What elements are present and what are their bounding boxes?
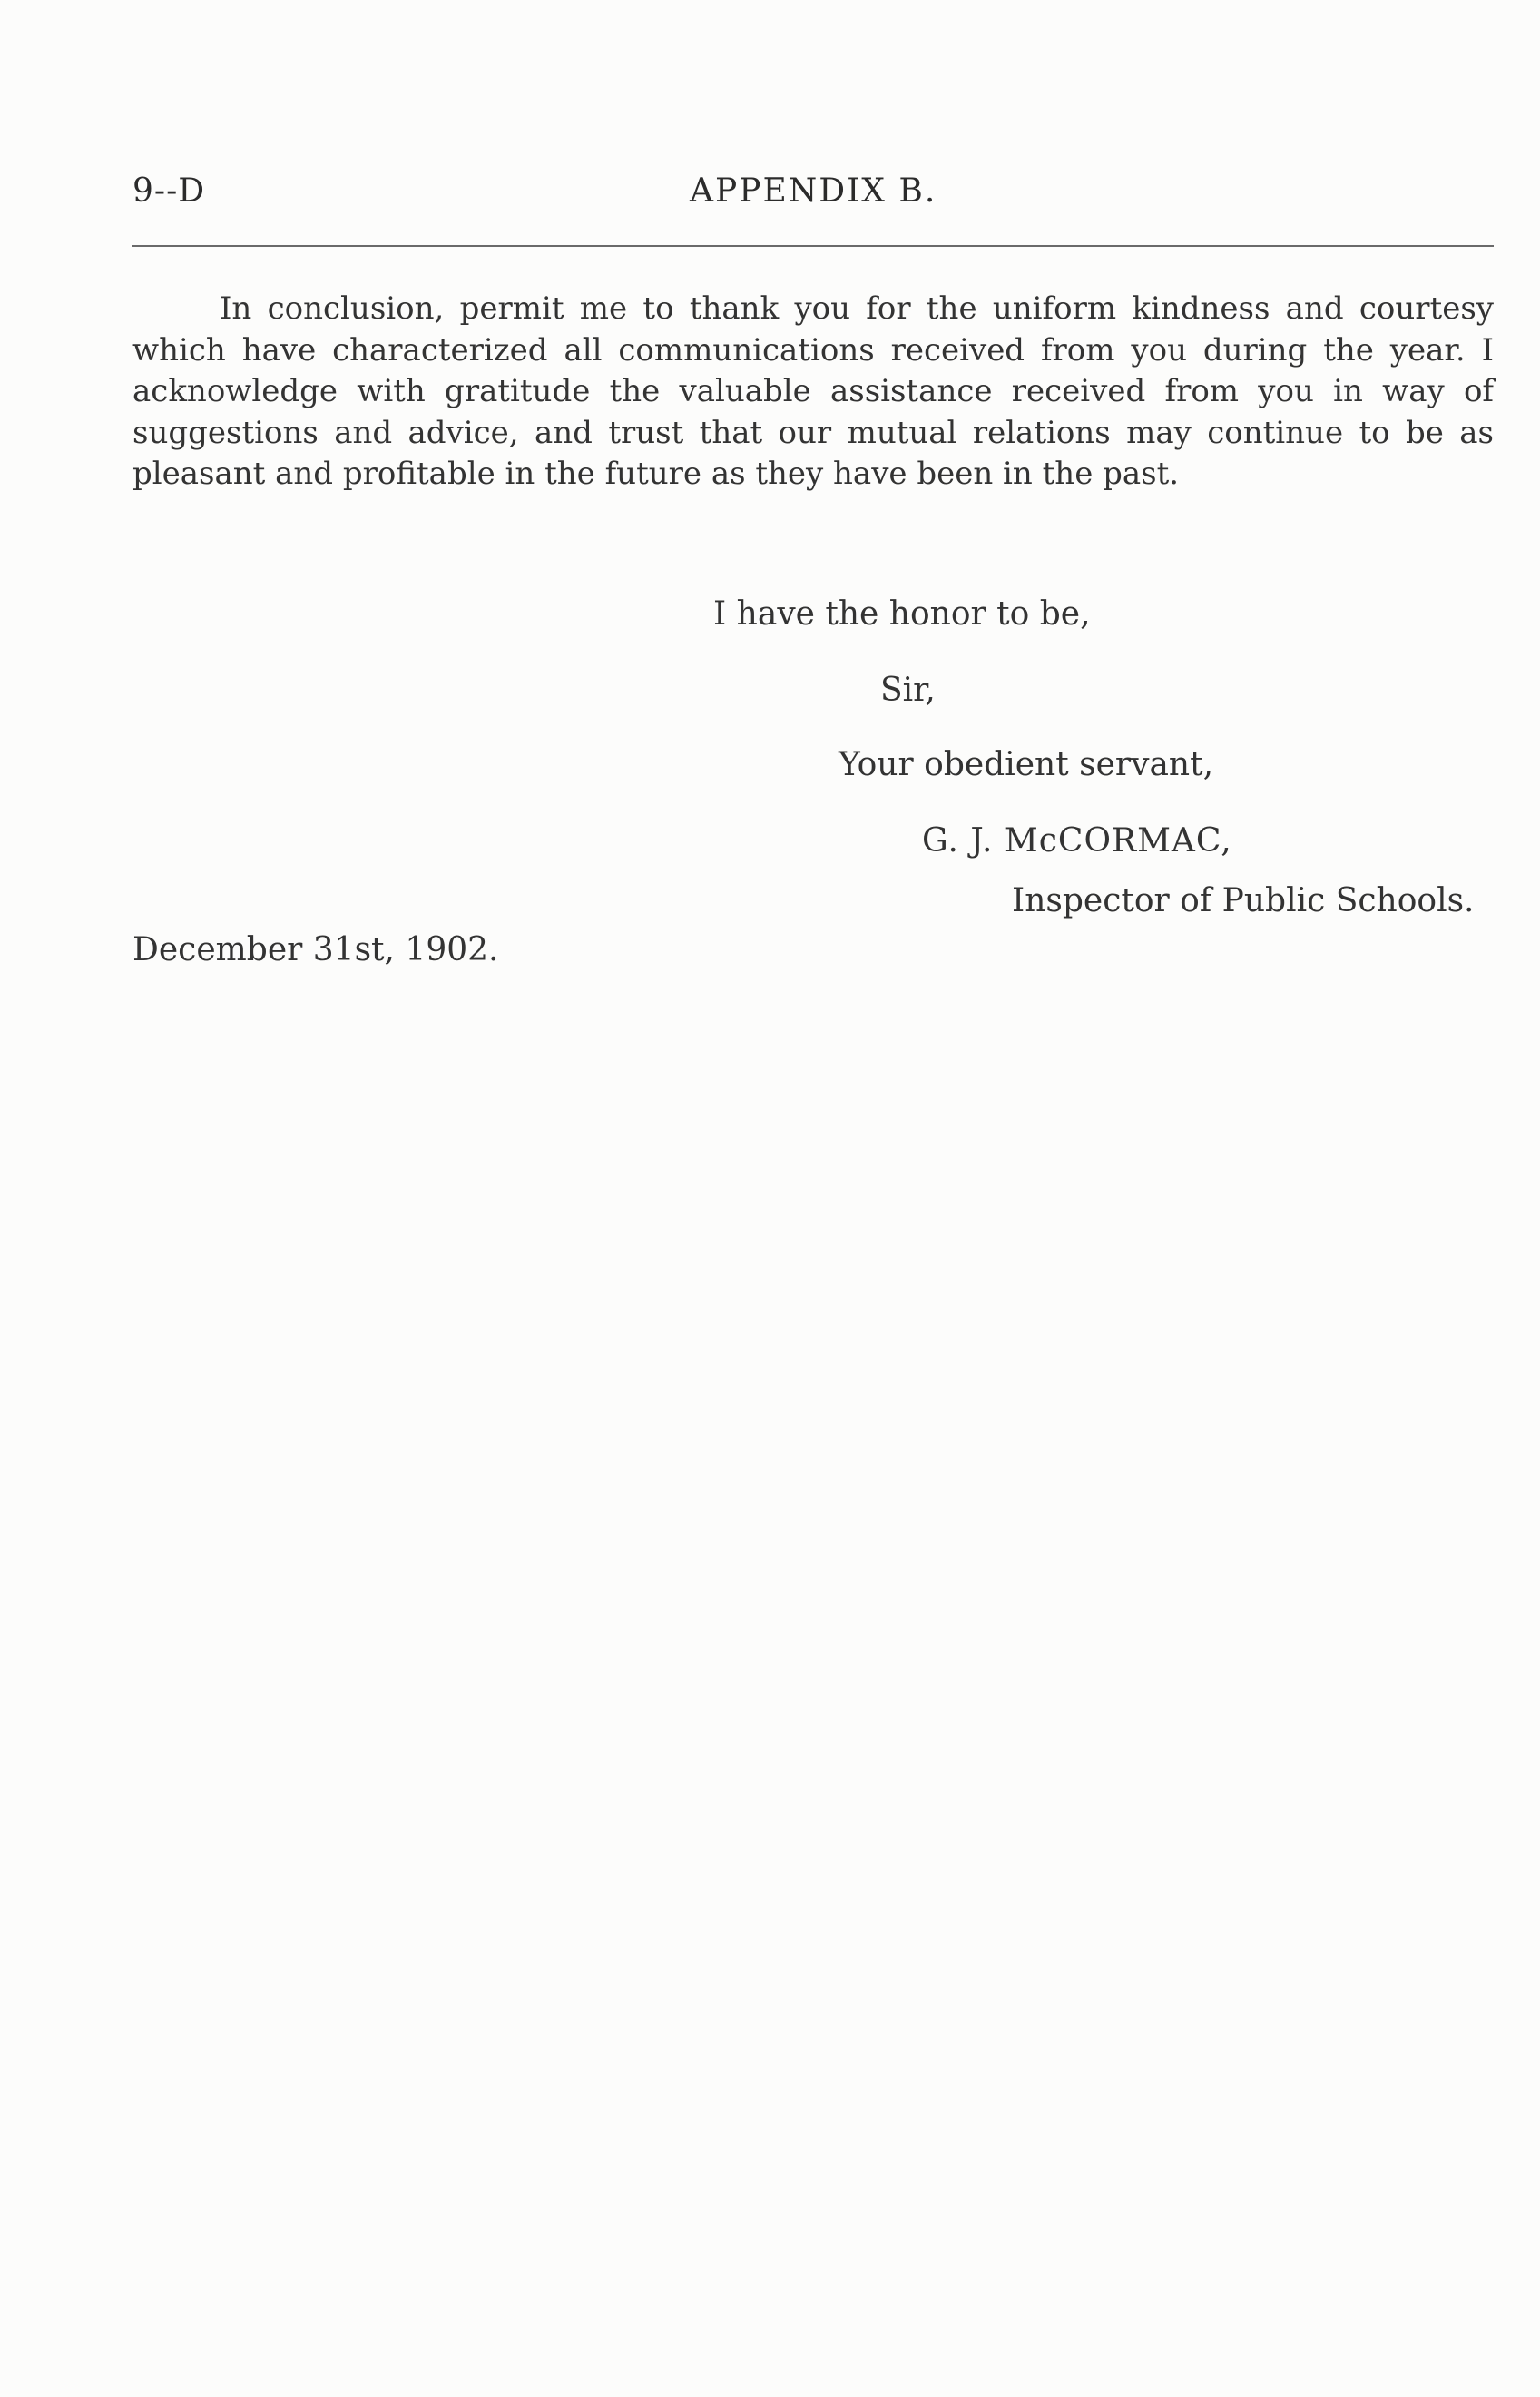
page-number: 9--D: [132, 172, 206, 210]
closing-honor-line: I have the honor to be,: [713, 595, 1091, 633]
letter-date: December 31st, 1902.: [132, 931, 499, 968]
signature-title: Inspector of Public Schools.: [1012, 882, 1475, 919]
header-rule: [132, 245, 1494, 247]
running-title: APPENDIX B.: [690, 172, 937, 210]
closing-servant-line: Your obedient servant,: [839, 746, 1214, 783]
closing-salutation: Sir,: [880, 672, 936, 709]
page-header: [132, 172, 1494, 218]
body-paragraph: In conclusion, permit me to thank you for the uniform kindness and courtesy which have characterized all communications received from you during the year. I acknowledge with gratitude the valuable assistance received from you in way of suggestions and advice, and trust that our mutual relations may continue to be as pleasant and profitable in the future as they have been in the past.: [132, 290, 1494, 492]
signature-name: G. J. McCORMAC,: [922, 822, 1232, 860]
